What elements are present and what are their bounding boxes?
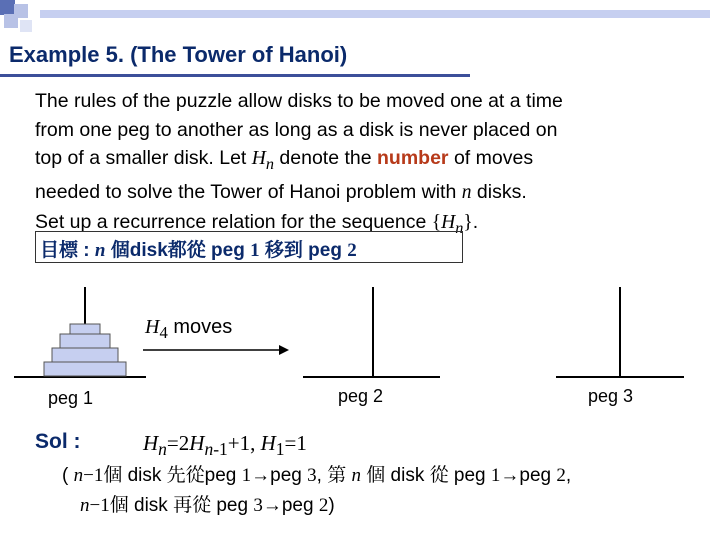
title-underline bbox=[0, 74, 470, 77]
peg-3-label: peg 3 bbox=[588, 386, 634, 406]
disk-3 bbox=[52, 348, 118, 362]
statement-line: The rules of the puzzle allow disks to be moved one at a time bbox=[35, 90, 563, 112]
peg-1-label: peg 1 bbox=[48, 388, 94, 408]
disk-4 bbox=[44, 362, 126, 376]
recurrence-equation: $H_n=2H_{n-1}+1$, $H_1=1$ bbox=[143, 431, 307, 460]
peg-2-label: peg 2 bbox=[338, 386, 384, 406]
statement-line: needed to solve the Tower of Hanoi problem with n disks. bbox=[35, 181, 527, 204]
highlight-number: number bbox=[377, 147, 449, 169]
disk-2 bbox=[60, 334, 110, 348]
solution-explanation bbox=[62, 461, 571, 521]
statement-line: top of a smaller disk. Let $H_n$ denote the number of moves bbox=[35, 147, 534, 173]
moves-label: $H_4$ moves bbox=[145, 316, 233, 342]
statement-line: from one peg to another as long as a disk is never placed on bbox=[35, 118, 558, 141]
explanation-line: n−1個 disk 再從 peg 3→peg 2) bbox=[80, 495, 335, 516]
solution-label: Sol : bbox=[35, 430, 81, 453]
disk-1 bbox=[70, 324, 100, 334]
statement-line: Set up a recurrence relation for the sequence $\{H_n\}$. bbox=[35, 210, 479, 237]
page-title: Example 5. (The Tower of Hanoi) bbox=[9, 42, 348, 67]
header-bar bbox=[40, 10, 710, 18]
problem-statement bbox=[35, 87, 705, 242]
move-arrow-head bbox=[279, 345, 289, 355]
corner-decoration bbox=[0, 0, 40, 40]
goal-box: 目標 : n 個disk都從 peg 1 移到 peg 2 bbox=[35, 231, 463, 263]
explanation-line: ( n−1個 disk 先從peg 1→peg 3, 第 n 個 disk 從 peg 1→peg 2, bbox=[62, 465, 572, 486]
